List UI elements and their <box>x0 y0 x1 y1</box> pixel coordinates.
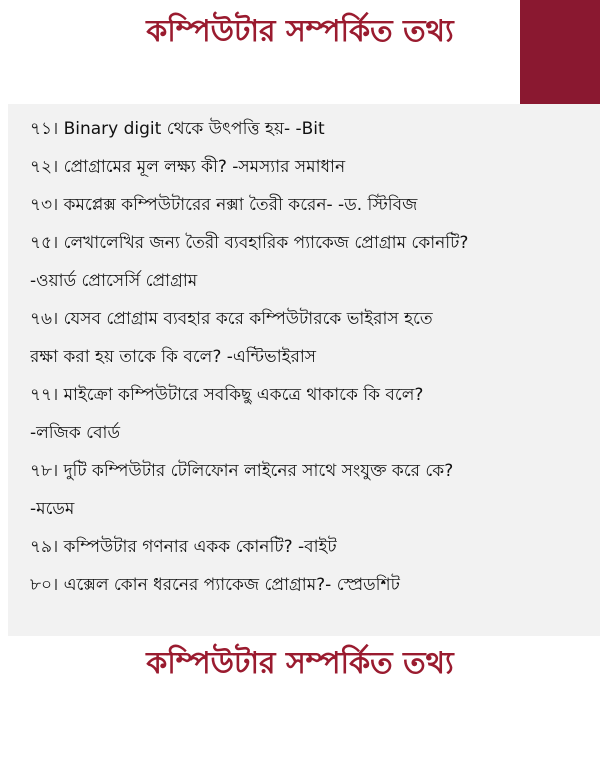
footer-title: কম্পিউটার সম্পর্কিত তথ্য <box>146 646 454 681</box>
qa-line-78-answer: -মডেম <box>30 499 75 519</box>
qa-line-80: ৮০। এক্সেল কোন ধরনের প্যাকেজ প্রোগ্রাম?- স্প্রেডশিট <box>30 575 400 595</box>
qa-line-75-question: ৭৫। লেখালেখির জন্য তৈরী ব্যবহারিক প্যাকেজ প্রোগ্রাম কোনটি? <box>30 233 469 253</box>
qa-line-71: ৭১। Binary digit থেকে উৎপত্তি হয়- -Bit <box>30 119 325 139</box>
qa-line-75-answer: -ওয়ার্ড প্রোসের্সি প্রোগ্রাম <box>30 271 198 291</box>
qa-list <box>30 110 595 604</box>
qa-line-73: ৭৩। কমপ্লেক্স কম্পিউটারের নক্সা তৈরী করেন- -ড. স্টিবিজ <box>30 195 418 215</box>
page-title: কম্পিউটার সম্পর্কিত তথ্য <box>146 14 454 49</box>
qa-line-76-answer: রক্ষা করা হয় তাকে কি বলে? -এন্টিভাইরাস <box>30 347 317 367</box>
qa-line-78-question: ৭৮। দুটি কম্পিউটার টেলিফোন লাইনের সাথে সংযুক্ত করে কে? <box>30 461 454 481</box>
qa-line-79: ৭৯। কম্পিউটার গণনার একক কোনটি? -বাইট <box>30 537 337 557</box>
qa-line-76-question: ৭৬। যেসব প্রোগ্রাম ব্যবহার করে কম্পিউটারকে ভাইরাস হতে <box>30 309 433 329</box>
qa-line-77-question: ৭৭। মাইক্রো কম্পিউটারে সবকিছু একত্রে থাকাকে কি বলে? <box>30 385 424 405</box>
qa-line-77-answer: -লজিক বোর্ড <box>30 423 120 443</box>
qa-line-72: ৭২। প্রোগ্রামের মূল লক্ষ্য কী? -সমস্যার সমাধান <box>30 157 346 177</box>
